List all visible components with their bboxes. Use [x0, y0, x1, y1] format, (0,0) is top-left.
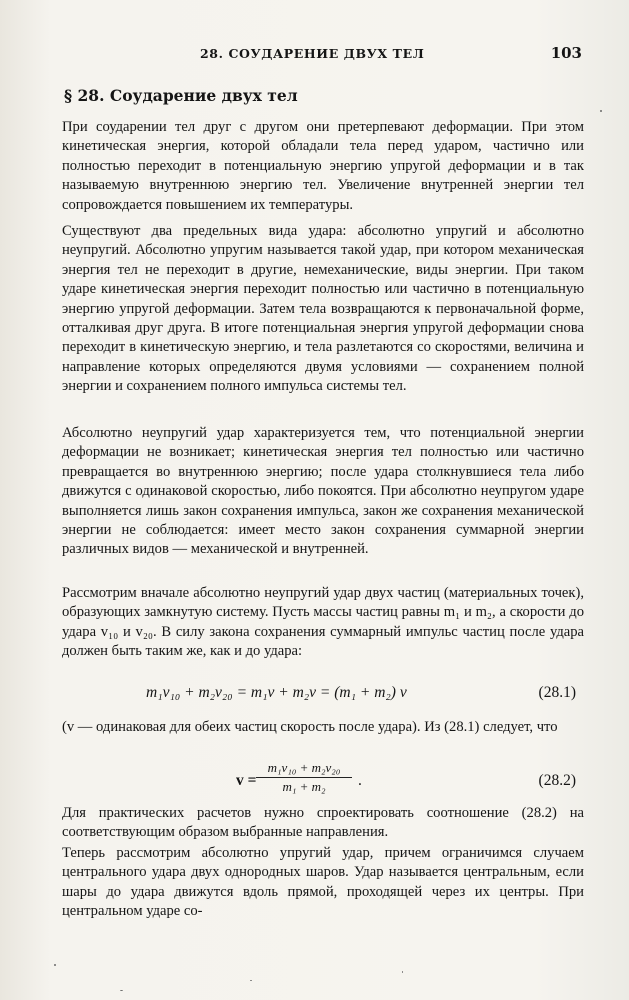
- scan-speck: [120, 990, 123, 991]
- paragraph-impact-types: Существуют два предельных вида удара: абсолютно упругий и абсолютно неупругий. Абсолютно упругим называется такой удар, при котором механическая энергия тел не переходит в другие, немеханические, виды энергии. При таком ударе кинетическая энергия переходит полностью или частично в потенциальную энергию упругой деформации. Затем тела возвращаются к первоначальной форме, отталкивая друг друга. В итоге потенциальная энергия упругой деформации снова переходит в кинетическую энергию, и тела разлетаются со скоростями, величина и направление которых определяются двумя условиями — сохранением полной энергии и сохранением полного импульса системы тел.: [62, 223, 584, 395]
- equation-28-2-denominator: m₁ + m₂: [282, 779, 326, 794]
- page-header: [60, 44, 590, 64]
- paragraph-projection: Для практических расчетов нужно спроектировать соотношение (28.2) на соответствующим образом выбранные направления.: [62, 805, 584, 841]
- equation-28-2-number: (28.2): [538, 772, 576, 789]
- scan-speck: [54, 964, 56, 966]
- paragraph-inelastic: Абсолютно неупругий удар характеризуется тем, что потенциальной энергии деформации не возникает; кинетическая энергия тел полностью или частично превращается во внутреннюю энергию; после удара столкнувшиеся тела либо движутся с одинаковой скоростью, либо покоятся. При абсолютно неупругом ударе выполняется лишь закон сохранения импульса, закон же сохранения механической энергии не соблюдается: имеет место закон сохранения суммарной энергии различных видов — механической и внутренней.: [62, 425, 584, 558]
- equation-28-2-fraction: [256, 760, 352, 795]
- equation-28-2-numerator: m₁v₁₀ + m₂v₂₀: [256, 760, 352, 778]
- scan-speck: [250, 980, 252, 981]
- equation-28-2-period: .: [358, 772, 362, 789]
- equation-28-1-number: (28.1): [538, 684, 576, 701]
- equation-28-2-lhs: v =: [236, 772, 257, 789]
- paragraph-two-particles: Рассмотрим вначале абсолютно неупругий удар двух частиц (материальных точек), образующих замкнутую систему. Пусть массы частиц равны m₁ и m₂, а скорости до удара v₁₀ и v₂₀. В силу закона сохранения суммарный импульс частиц после удара должен быть таким же, как и до удара:: [62, 585, 584, 660]
- paragraph-common-velocity: (v — одинаковая для обеих частиц скорость после удара). Из (28.1) следует, что: [62, 719, 558, 735]
- running-head: 28. СОУДАРЕНИЕ ДВУХ ТЕЛ: [200, 46, 425, 61]
- page-number: 103: [550, 44, 582, 62]
- scan-speck: [600, 110, 602, 112]
- equation-28-1-expression: m₁v₁₀ + m₂v₂₀ = m₁v + m₂v = (m₁ + m₂) v: [146, 684, 407, 701]
- equation-28-1: [60, 684, 584, 706]
- section-title: § 28. Соударение двух тел: [64, 86, 298, 105]
- equation-28-2: [60, 760, 584, 804]
- paragraph-deformation: При соударении тел друг с другом они претерпевают деформации. При этом кинетическая энергия, которой обладали тела перед ударом, частично или полностью переходит в потенциальную энергию упругой деформации и в так называемую внутреннюю энергию тел. Увеличение внутренней энергии тел сопровождается повышением их температуры.: [62, 119, 584, 213]
- paragraph-elastic-impact: Теперь рассмотрим абсолютно упругий удар, причем ограничимся случаем центрального удара двух однородных шаров. Удар называется центральным, если шары до удара движутся вдоль прямой, проходящей через их центры. При центральном ударе со-: [62, 845, 584, 920]
- scan-speck: [402, 971, 403, 973]
